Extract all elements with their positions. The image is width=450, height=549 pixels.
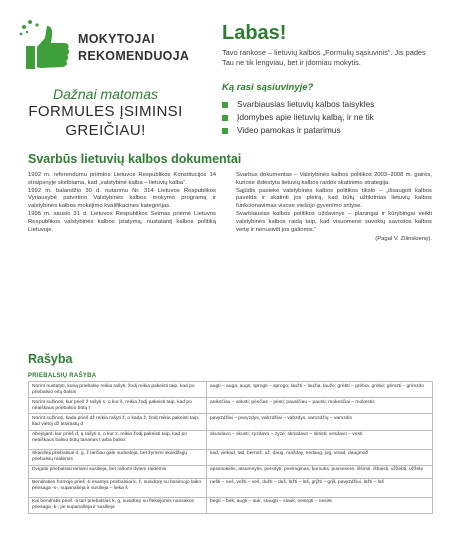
documents-title: Svarbūs lietuvių kalbos dokumentai [28, 152, 242, 166]
documents-paragraph: 1995 m. sausio 31 d. Lietuvos Respublikos Seimas priėmė Lietuvos Respublikos valstybinės kalbos įstatymą, nustatantį kalbos politiką Lietuvoje. [28, 210, 216, 233]
intro-text: Tavo rankose – lietuvių kalbos „Formulių sąsiuvinis“. Jis padės Tau ne tik lengviau, bet ir įdomiau mokytis. [222, 48, 426, 67]
example-cell: kad, viekad, tad, bernūž, už, daug, mažday, nedaug, jog, visad, daugmaž [207, 449, 433, 465]
thumbs-up-icon [18, 18, 74, 74]
intro-block [222, 22, 437, 137]
example-cell: nešti – neš, vežti – veš, dužti – duš, lūžti – lūš, grįžti – grįš, pavyzdžiui, lūžti – lūš [207, 478, 433, 497]
table-row [29, 449, 433, 465]
bullet-square-icon [222, 102, 228, 108]
rule-cell: Abejojant, kur prieš d, ą rašyti s, o kur z, reikia žodį pakeisti taip, kad po neaiškaus balsio būtų tarianas t arba balsis [29, 430, 207, 449]
table-row [29, 465, 433, 478]
table-row [29, 398, 433, 414]
documents-paragraph: 1992 m. balandžio 30 d. nutarimu Nr. 314 Lietuvos Respublikos Vyriausybė patvirtino Valstybinės kalbos mokymo programą ir valstybinės kalbos mokėjimo kvalifikacines kategorijas. [28, 187, 216, 210]
rule-cell: Skardieji priebalsiai d, g, ž tarčiau gale suduslėja, bet žymimi skardžiųjų priebalsių raidėmis [29, 449, 207, 465]
table-row [29, 382, 433, 398]
badge-line-1: MOKYTOJAI [78, 32, 155, 46]
table-row [29, 497, 433, 513]
table-row [29, 414, 433, 430]
example-cell: apsimokėlis, atsumnytis, persityti, pneimginas, bumutis, pusseserė, išširsti, išbaisti, užžėbti, užžėlę [207, 465, 433, 478]
example-cell: begti – bėk, augti – auk, staugti – stauk, nesirgti – nesirk [207, 497, 433, 513]
recommendation-badge [18, 18, 193, 144]
bullet-square-icon [222, 115, 228, 121]
example-cell: aniksčiau – anksti; pėsčias – pėsti; pauslčiau – pausti; mokesčiai – mokestis [207, 398, 433, 414]
intro-list-item [222, 98, 437, 111]
rule-cell: Dvigubi priebalsiai tariami susilieja, bet rašomi dviem raidėmis [29, 465, 207, 478]
badge-subtitle-3: GREIČIAU! [65, 122, 146, 139]
documents-paragraph: Svarbus dokumentas – Valstybinės kalbos politikos 2003–2008 m. gairės, kuriose išdėstyta lietuvių kalbos raidos skatinimo strategija. [236, 172, 432, 186]
table-row [29, 430, 433, 449]
badge-subtitle-2: FORMULES ĮSIMINSI [28, 103, 183, 120]
spelling-title: Rašyba [28, 352, 73, 366]
rule-cell: Norint sužinoti, kada prieš dž reikia rašyti ž, o kada ž, žodį reikia pakeisti taip, kad vietoj dž atsirastų d [29, 414, 207, 430]
intro-list-item [222, 124, 437, 137]
rule-cell: Norint sužinoti, kur prieš ž rašyti s, o kur š, reikia žodį pakeisti taip, kad po neaiškaus priebalsio būtų t [29, 398, 207, 414]
intro-list-item [222, 111, 437, 124]
bullet-square-icon [222, 128, 228, 134]
rule-cell: Kai bendratis prieš -ti turi priebalsius k, g, susidūrę su fleksijomis nuosakos priesaga -k-, jie supanašėja ir susilieja [29, 497, 207, 513]
intro-list [222, 98, 437, 137]
documents-paragraph: Svarbiausias kalbos politikos uždavinys – planingai ir kūrybingai veikti valstybinės kalbos raidą taip, kad visuomenė suvoktų savosios kalbos vertę ir nenusivilt jos galiomis.“ [236, 210, 432, 233]
badge-line-2: REKOMENDUOJA [78, 49, 190, 63]
rule-cell: Norint nustatyti, kurią priebalsę reikia rašyti, žodį reikia pakeisti taip, kad po priebalsio eitų balsis [29, 382, 207, 398]
documents-left-column [28, 172, 216, 234]
example-cell: skusdavo – skusti; zyzdavo – zyzė; skrisdavo – skristi; vesdavo – vesti [207, 430, 433, 449]
intro-subtitle: Ką rasi sąsiuvinyje? [222, 82, 314, 93]
intro-title: Labas! [222, 22, 287, 44]
rule-cell: Bendraties formoje prieš -ti esantys priebalsiai k, ž, susidūrę su būsimojo laiko priesaga -s-, supanašėja ir susilieja – lieka š [29, 478, 207, 497]
documents-signature: (Pagal V. Zilinskienę). [375, 236, 432, 243]
intro-list-item-label: Įdomybes apie lietuvių kalbą, ir ne tik [237, 112, 374, 122]
example-cell: pavyzdžiai – pavyzdys, vabzdžiai – vabzdys, vamzdžių – vamzdis [207, 414, 433, 430]
spelling-table [28, 381, 433, 514]
example-cell: augti – auga, augs; sprogti – sprogo; laužti – laužia, laužė; grėbti – grėbia, grėbė; grimzti – grimzdo [207, 382, 433, 398]
documents-right-column [236, 172, 432, 244]
spelling-table-label: PRIEBALSIŲ RAŠYBA [28, 373, 97, 379]
documents-paragraph: 1992 m. referendumu priimtos Lietuvos Respublikos Konstitucijos 14 straipsnyje skelbiama, kad „valstybinė kalba – lietuvių kalba“. [28, 172, 216, 186]
intro-list-item-label: Svarbiausias lietuvių kalbos taisykles [237, 99, 375, 109]
intro-list-item-label: Video pamokas ir patarimus [237, 125, 341, 135]
badge-subtitle-1: Dažnai matomas [52, 86, 159, 102]
table-row [29, 478, 433, 497]
documents-paragraph: Sąjūdis pasiekė valstybinės kalbos politikos tikslo – „išsaugoti kalbos pavelda ir skatinti jos plėtrą, kad būtų užtikrintas lietuvių kalbos funkcionavimas visose viešojo gyvenimo srityse. [236, 187, 432, 210]
